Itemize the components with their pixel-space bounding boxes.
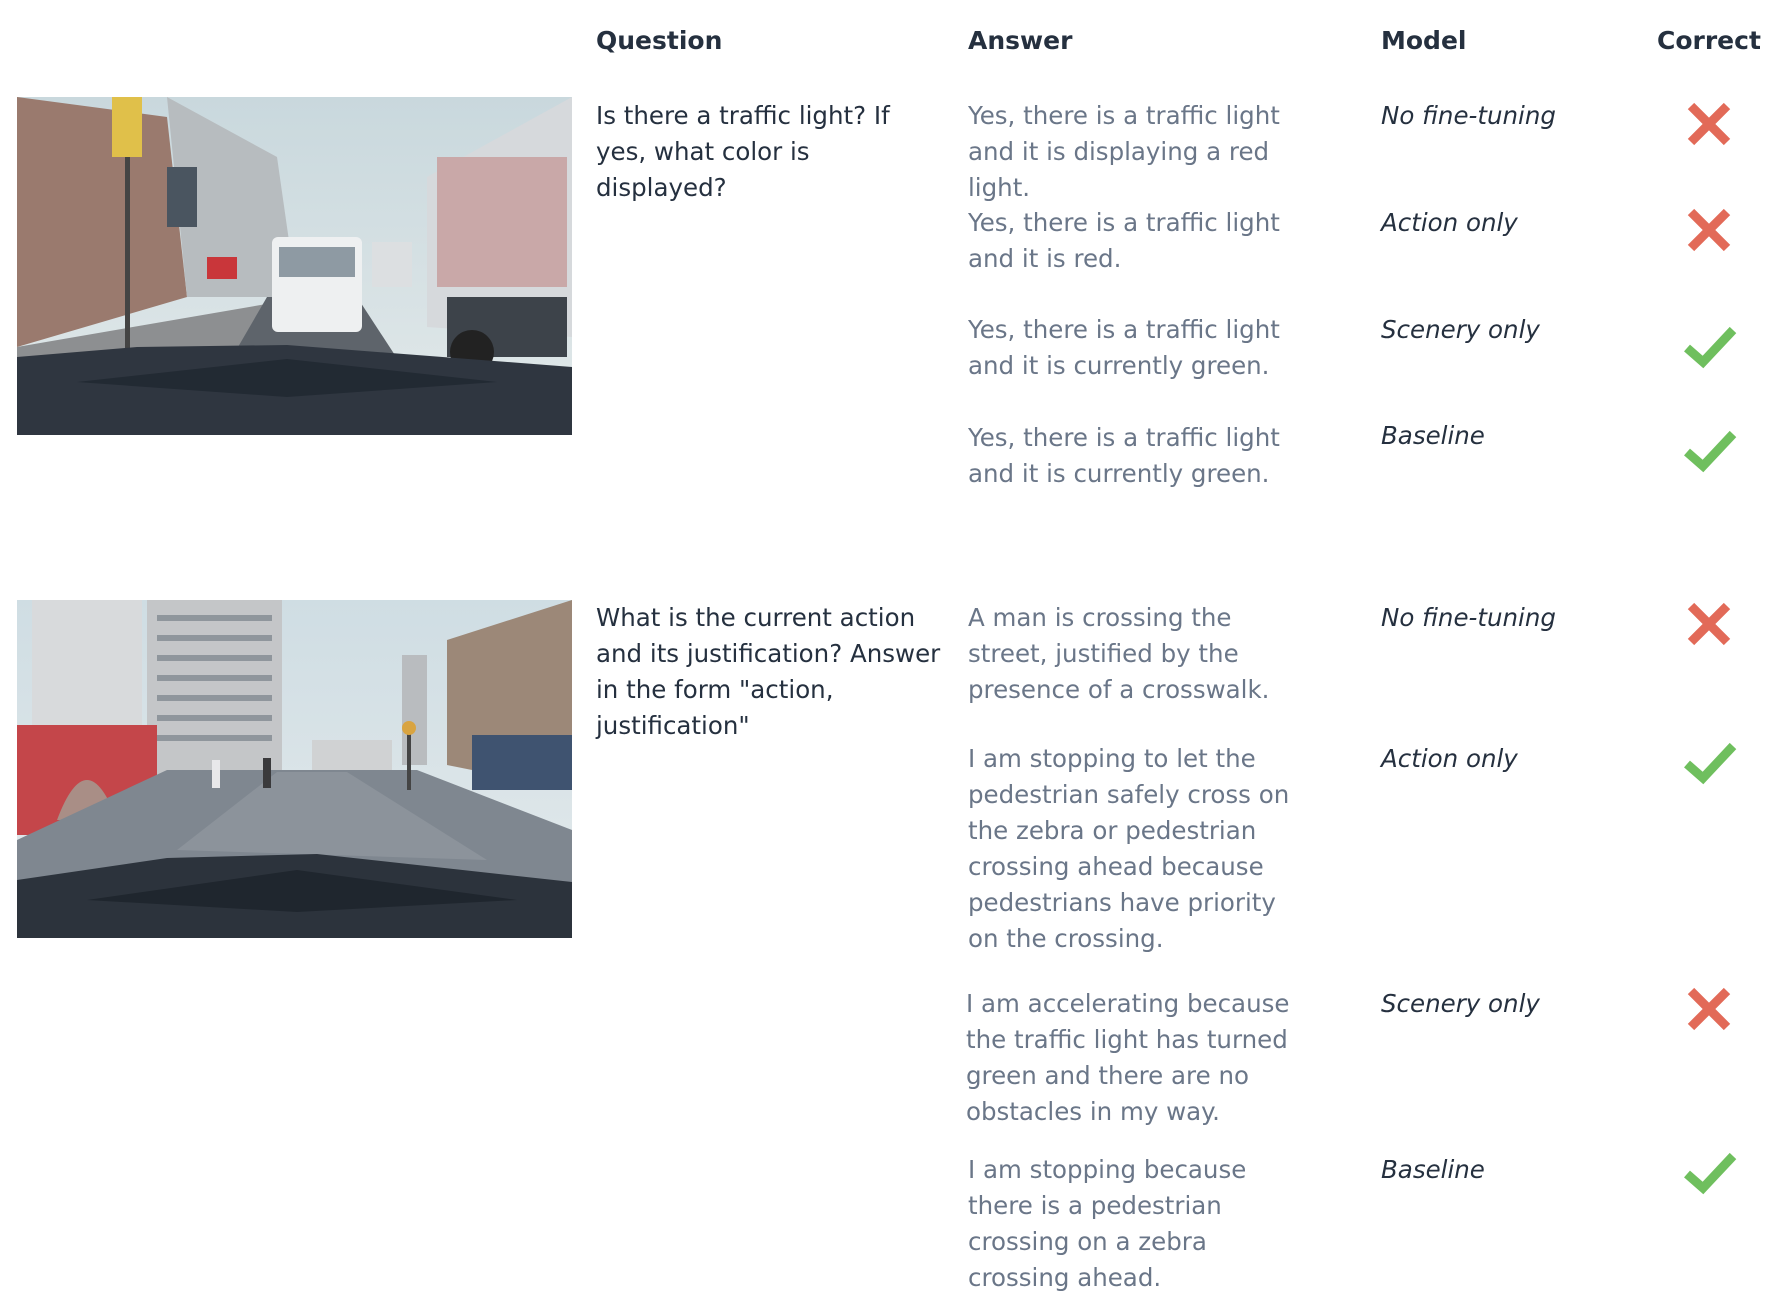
example-2-dashcam-image (17, 600, 572, 938)
example-1-answer-4: Yes, there is a traffic light and it is currently green. (968, 423, 1280, 488)
example-2-answer-4: I am stopping because there is a pedestrian crossing on a zebra crossing ahead. (968, 1155, 1247, 1292)
column-header-correct: Correct (1657, 26, 1761, 55)
example-1-model-1: No fine-tuning (1381, 101, 1556, 130)
example-2-model-4: Baseline (1381, 1155, 1485, 1184)
example-1-dashcam-image (17, 97, 572, 435)
example-1-answer-2: Yes, there is a traffic light and it is red. (968, 208, 1280, 273)
example-2-check-icon-4 (1681, 1144, 1737, 1200)
example-2-model-3: Scenery only (1381, 989, 1540, 1018)
column-header-answer: Answer (968, 26, 1073, 55)
example-1-cross-icon-1 (1681, 96, 1737, 152)
example-2-cross-icon-1 (1681, 596, 1737, 652)
example-2-answer-2: I am stopping to let the pedestrian safely cross on the zebra or pedestrian crossing ahead because pedestrians have priority on the crossing. (968, 744, 1290, 953)
example-1-model-3: Scenery only (1381, 315, 1540, 344)
example-1-check-icon-3 (1681, 318, 1737, 374)
example-2-cross-icon-3 (1681, 981, 1737, 1037)
example-1-answer-1: Yes, there is a traffic light and it is displaying a red light. (968, 101, 1280, 202)
column-header-question: Question (596, 26, 723, 55)
example-2-answer-1: A man is crossing the street, justified by the presence of a crosswalk. (968, 603, 1270, 704)
example-1-model-4: Baseline (1381, 421, 1485, 450)
example-1-check-icon-4 (1681, 422, 1737, 478)
example-2-model-2: Action only (1381, 744, 1518, 773)
example-1-cross-icon-2 (1681, 202, 1737, 258)
example-1-question: Is there a traffic light? If yes, what color is displayed? (596, 101, 890, 202)
example-1-model-2: Action only (1381, 208, 1518, 237)
example-1-answer-3: Yes, there is a traffic light and it is currently green. (968, 315, 1280, 380)
example-2-question: What is the current action and its justification? Answer in the form "action, justification" (596, 603, 941, 740)
example-2-answer-3: I am accelerating because the traffic light has turned green and there are no obstacles in my way. (966, 989, 1290, 1126)
example-2-check-icon-2 (1681, 734, 1737, 790)
example-2-model-1: No fine-tuning (1381, 603, 1556, 632)
column-header-model: Model (1381, 26, 1467, 55)
